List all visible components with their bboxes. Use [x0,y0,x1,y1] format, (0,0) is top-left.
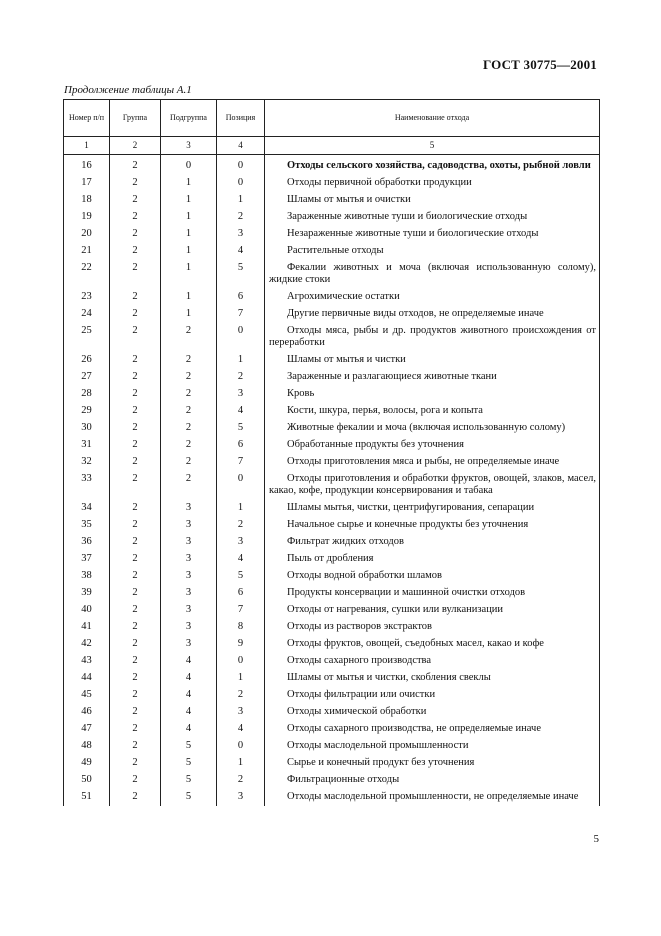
row-waste-name: Отходы сельского хозяйства, садоводства, охоты, рыбной ловли [265,155,600,176]
row-group: 2 [110,306,161,323]
row-waste-name: Шламы от мытья и очистки [265,192,600,209]
table-row [64,551,600,568]
table-row [64,192,600,209]
row-position: 5 [217,260,265,289]
row-number: 47 [64,721,110,738]
row-group: 2 [110,420,161,437]
row-position: 1 [217,755,265,772]
row-number: 49 [64,755,110,772]
row-subgroup: 2 [161,323,217,352]
row-waste-name: Кости, шкура, перья, волосы, рога и копыта [265,403,600,420]
row-number: 37 [64,551,110,568]
table-row [64,602,600,619]
row-subgroup: 3 [161,602,217,619]
table-row [64,704,600,721]
document-code: ГОСТ 30775—2001 [482,57,597,72]
table-row [64,789,600,806]
row-position: 0 [217,738,265,755]
row-subgroup: 4 [161,653,217,670]
row-number: 46 [64,704,110,721]
row-number: 24 [64,306,110,323]
row-subgroup: 4 [161,704,217,721]
row-number: 27 [64,369,110,386]
column-number: 3 [161,137,217,155]
row-position: 1 [217,192,265,209]
row-waste-name: Шламы от мытья и чистки [265,352,600,369]
column-number: 5 [265,137,600,155]
table-row [64,585,600,602]
row-group: 2 [110,155,161,176]
column-number: 2 [110,137,161,155]
row-number: 20 [64,226,110,243]
row-waste-name: Фекалии животных и моча (включая использованную солому), жидкие стоки [265,260,600,289]
row-subgroup: 1 [161,289,217,306]
row-subgroup: 2 [161,437,217,454]
row-number: 21 [64,243,110,260]
row-number: 29 [64,403,110,420]
row-group: 2 [110,551,161,568]
row-position: 3 [217,704,265,721]
row-number: 34 [64,500,110,517]
row-position: 7 [217,454,265,471]
row-subgroup: 3 [161,551,217,568]
row-number: 17 [64,175,110,192]
row-group: 2 [110,636,161,653]
row-position: 4 [217,243,265,260]
row-group: 2 [110,289,161,306]
row-group: 2 [110,369,161,386]
row-group: 2 [110,602,161,619]
row-waste-name: Отходы сахарного производства [265,653,600,670]
row-position: 9 [217,636,265,653]
row-number: 48 [64,738,110,755]
table-caption: Продолжение таблицы А.1 [64,84,192,96]
row-position: 2 [217,369,265,386]
table-body [64,155,600,807]
row-group: 2 [110,789,161,806]
row-waste-name: Кровь [265,386,600,403]
row-number: 43 [64,653,110,670]
row-group: 2 [110,437,161,454]
table-row [64,306,600,323]
row-waste-name: Отходы сахарного производства, не определяемые иначе [265,721,600,738]
row-position: 5 [217,420,265,437]
row-position: 6 [217,585,265,602]
row-waste-name: Отходы водной обработки шламов [265,568,600,585]
row-group: 2 [110,226,161,243]
row-waste-name: Отходы маслодельной промышленности [265,738,600,755]
row-waste-name: Фильтрационные отходы [265,772,600,789]
table-row [64,437,600,454]
row-number: 32 [64,454,110,471]
table-row [64,403,600,420]
row-position: 4 [217,403,265,420]
row-subgroup: 2 [161,471,217,500]
table-row [64,568,600,585]
row-subgroup: 5 [161,789,217,806]
column-header-number: Номер п/п [64,100,110,137]
row-subgroup: 1 [161,306,217,323]
row-subgroup: 5 [161,738,217,755]
row-group: 2 [110,653,161,670]
table-row [64,636,600,653]
table-row [64,155,600,176]
row-subgroup: 2 [161,369,217,386]
row-position: 5 [217,568,265,585]
page-number: 5 [593,833,599,845]
table-row [64,500,600,517]
table-row [64,517,600,534]
table-row [64,721,600,738]
row-subgroup: 2 [161,352,217,369]
column-header-position: Позиция [217,100,265,137]
row-position: 7 [217,602,265,619]
row-waste-name: Продукты консервации и машинной очистки отходов [265,585,600,602]
row-subgroup: 0 [161,155,217,176]
row-group: 2 [110,568,161,585]
column-number-row [64,137,600,155]
row-group: 2 [110,721,161,738]
row-waste-name: Начальное сырье и конечные продукты без уточнения [265,517,600,534]
row-position: 2 [217,687,265,704]
table-row [64,471,600,500]
row-number: 28 [64,386,110,403]
table-row [64,352,600,369]
row-subgroup: 2 [161,420,217,437]
row-group: 2 [110,687,161,704]
row-group: 2 [110,260,161,289]
row-position: 8 [217,619,265,636]
row-waste-name: Сырье и конечный продукт без уточнения [265,755,600,772]
row-group: 2 [110,352,161,369]
row-position: 2 [217,772,265,789]
table-row [64,369,600,386]
row-waste-name: Отходы химической обработки [265,704,600,721]
row-subgroup: 1 [161,226,217,243]
table-row [64,653,600,670]
row-position: 0 [217,471,265,500]
row-position: 4 [217,721,265,738]
row-subgroup: 3 [161,585,217,602]
table-row [64,454,600,471]
row-waste-name: Отходы маслодельной промышленности, не определяемые иначе [265,789,600,806]
row-group: 2 [110,403,161,420]
row-waste-name: Зараженные и разлагающиеся животные ткани [265,369,600,386]
row-group: 2 [110,386,161,403]
row-waste-name: Животные фекалии и моча (включая использованную солому) [265,420,600,437]
row-waste-name: Отходы фруктов, овощей, съедобных масел, какао и кофе [265,636,600,653]
row-group: 2 [110,500,161,517]
row-position: 0 [217,155,265,176]
row-number: 33 [64,471,110,500]
row-position: 7 [217,306,265,323]
table-row [64,386,600,403]
row-group: 2 [110,704,161,721]
row-number: 42 [64,636,110,653]
table-row [64,738,600,755]
table-row [64,289,600,306]
row-number: 41 [64,619,110,636]
table-row [64,670,600,687]
row-waste-name: Растительные отходы [265,243,600,260]
waste-classification-table [63,99,600,806]
row-subgroup: 1 [161,260,217,289]
row-number: 35 [64,517,110,534]
row-position: 2 [217,517,265,534]
row-number: 44 [64,670,110,687]
table-header-row [64,100,600,137]
row-number: 39 [64,585,110,602]
row-position: 3 [217,386,265,403]
row-subgroup: 3 [161,500,217,517]
row-waste-name: Шламы от мытья и чистки, скобления свеклы [265,670,600,687]
row-position: 0 [217,653,265,670]
table-row [64,260,600,289]
table-row [64,420,600,437]
table-row [64,226,600,243]
row-waste-name: Отходы первичной обработки продукции [265,175,600,192]
row-group: 2 [110,534,161,551]
row-waste-name: Незараженные животные туши и биологические отходы [265,226,600,243]
row-number: 31 [64,437,110,454]
row-waste-name: Отходы приготовления и обработки фруктов, овощей, злаков, масел, какао, кофе, продукции консервирования и табака [265,471,600,500]
row-position: 2 [217,209,265,226]
row-subgroup: 1 [161,175,217,192]
table-row [64,772,600,789]
row-subgroup: 2 [161,454,217,471]
row-waste-name: Отходы из растворов экстрактов [265,619,600,636]
row-position: 1 [217,670,265,687]
row-subgroup: 4 [161,721,217,738]
row-group: 2 [110,585,161,602]
row-subgroup: 3 [161,517,217,534]
row-waste-name: Отходы мяса, рыбы и др. продуктов животного происхождения от переработки [265,323,600,352]
row-subgroup: 3 [161,568,217,585]
row-group: 2 [110,243,161,260]
row-waste-name: Отходы фильтрации или очистки [265,687,600,704]
table-row [64,534,600,551]
row-subgroup: 1 [161,243,217,260]
row-number: 18 [64,192,110,209]
row-group: 2 [110,619,161,636]
row-position: 4 [217,551,265,568]
table-row [64,209,600,226]
row-group: 2 [110,772,161,789]
table-row [64,755,600,772]
row-number: 51 [64,789,110,806]
row-group: 2 [110,209,161,226]
row-group: 2 [110,755,161,772]
row-number: 26 [64,352,110,369]
row-position: 1 [217,352,265,369]
row-group: 2 [110,670,161,687]
row-subgroup: 2 [161,386,217,403]
row-subgroup: 3 [161,534,217,551]
row-position: 3 [217,226,265,243]
row-group: 2 [110,454,161,471]
row-number: 38 [64,568,110,585]
row-position: 3 [217,534,265,551]
row-number: 19 [64,209,110,226]
row-group: 2 [110,471,161,500]
row-subgroup: 2 [161,403,217,420]
row-subgroup: 3 [161,636,217,653]
column-header-group: Группа [110,100,161,137]
row-waste-name: Пыль от дробления [265,551,600,568]
row-waste-name: Отходы от нагревания, сушки или вулканизации [265,602,600,619]
column-number: 4 [217,137,265,155]
row-waste-name: Обработанные продукты без уточнения [265,437,600,454]
row-subgroup: 5 [161,755,217,772]
row-waste-name: Зараженные животные туши и биологические отходы [265,209,600,226]
row-group: 2 [110,517,161,534]
row-waste-name: Фильтрат жидких отходов [265,534,600,551]
column-header-waste-name: Наименование отхода [265,100,600,137]
row-waste-name: Другие первичные виды отходов, не определяемые иначе [265,306,600,323]
row-position: 1 [217,500,265,517]
row-group: 2 [110,738,161,755]
row-number: 25 [64,323,110,352]
table-row [64,175,600,192]
row-number: 16 [64,155,110,176]
row-waste-name: Шламы мытья, чистки, центрифугирования, сепарации [265,500,600,517]
row-group: 2 [110,175,161,192]
row-position: 6 [217,437,265,454]
row-number: 30 [64,420,110,437]
row-subgroup: 5 [161,772,217,789]
table-row [64,687,600,704]
row-group: 2 [110,323,161,352]
column-number: 1 [64,137,110,155]
row-position: 3 [217,789,265,806]
row-subgroup: 1 [161,209,217,226]
column-header-subgroup: Подгруппа [161,100,217,137]
row-waste-name: Агрохимические остатки [265,289,600,306]
row-group: 2 [110,192,161,209]
row-subgroup: 4 [161,670,217,687]
row-number: 50 [64,772,110,789]
row-waste-name: Отходы приготовления мяса и рыбы, не определяемые иначе [265,454,600,471]
row-subgroup: 3 [161,619,217,636]
row-subgroup: 4 [161,687,217,704]
row-position: 6 [217,289,265,306]
row-position: 0 [217,175,265,192]
row-subgroup: 1 [161,192,217,209]
table-row [64,243,600,260]
row-number: 45 [64,687,110,704]
row-number: 22 [64,260,110,289]
row-number: 40 [64,602,110,619]
row-number: 23 [64,289,110,306]
row-position: 0 [217,323,265,352]
table-row [64,619,600,636]
table-row [64,323,600,352]
row-number: 36 [64,534,110,551]
